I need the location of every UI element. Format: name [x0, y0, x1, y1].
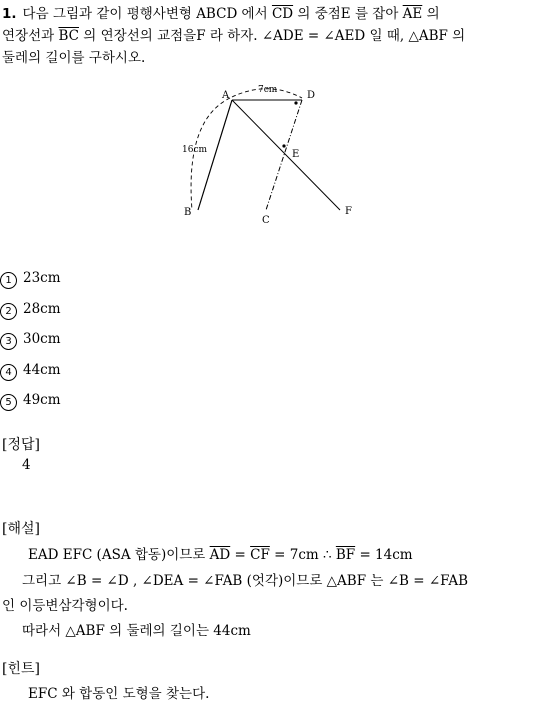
- choice-text: 28cm: [23, 301, 61, 317]
- choice-mark: 2: [0, 303, 17, 320]
- segment-cd: $\overline{CD}$: [271, 6, 294, 22]
- explanation-text-1a: EAD EFC (ASA 합동)이므로: [28, 547, 206, 563]
- segment-cf: $\overline{CF}$: [250, 547, 270, 563]
- choice-2[interactable]: [0, 301, 61, 320]
- label-f: F: [345, 206, 352, 217]
- label-7cm: 7cm: [258, 85, 278, 95]
- explanation-line-1: [28, 543, 413, 563]
- parallelogram-figure: [170, 80, 370, 230]
- label-e: E: [292, 149, 300, 160]
- explanation-line-4: 따라서 △ABF 의 둘레의 길이는 44cm: [22, 623, 251, 639]
- label-c: C: [262, 215, 270, 226]
- question-text-2a: 연장선과: [2, 28, 55, 44]
- choice-mark: 5: [0, 394, 17, 411]
- explanation-text-1b: = 7cm ∴: [274, 547, 332, 563]
- choice-4[interactable]: [0, 362, 61, 381]
- label-b: B: [184, 207, 192, 218]
- explanation-line-3: 인 이등변삼각형이다.: [2, 598, 128, 614]
- question-line-3: [2, 46, 145, 66]
- explanation-line-2: 그리고 ∠B = ∠D , ∠DEA = ∠FAB (엇각)이므로 △ABF 는 ∠B = ∠FAB: [22, 573, 469, 589]
- label-a: A: [222, 90, 230, 101]
- question-text-1b: 의 중점E 를 잡아: [297, 6, 399, 22]
- segment-bc: $\overline{BC}$: [58, 28, 79, 44]
- explanation-text-1c: = 14cm: [359, 547, 413, 563]
- hint-text: EFC 와 합동인 도형을 찾는다.: [28, 686, 210, 702]
- point-d-dot: [294, 101, 297, 104]
- choice-3[interactable]: [0, 331, 61, 350]
- side-ab: [198, 100, 232, 210]
- answer-label: [정답]: [2, 437, 40, 453]
- equals-sign: =: [234, 547, 246, 563]
- hint-label: [힌트]: [2, 661, 40, 677]
- choice-text: 30cm: [23, 331, 61, 347]
- segment-bf: $\overline{BF}$: [335, 547, 356, 563]
- question-line-2: [2, 24, 465, 44]
- point-e-dot: [282, 144, 285, 147]
- choice-5[interactable]: [0, 392, 61, 411]
- question-number: 1.: [2, 6, 17, 22]
- choice-mark: 4: [0, 364, 17, 381]
- question-text-2b: 의 연장선의 교점을F 라 하자. ∠ADE = ∠AED 일 때, △ABF 의: [83, 28, 466, 44]
- question-text-1a: 다음 그림과 같이 평행사변형 ABCD 에서: [22, 6, 268, 22]
- line-af: [232, 100, 340, 210]
- choice-text: 44cm: [23, 362, 61, 378]
- choice-text: 49cm: [23, 392, 61, 408]
- answer-value: 4: [22, 457, 31, 473]
- choice-mark: 1: [0, 272, 17, 289]
- question-line-1: [2, 2, 440, 22]
- choice-text: 23cm: [23, 270, 61, 286]
- choice-1[interactable]: [0, 270, 61, 289]
- segment-ae: $\overline{AE}$: [402, 6, 423, 22]
- question-text-1c: 의: [426, 6, 440, 22]
- label-d: D: [307, 90, 316, 101]
- segment-ad: $\overline{AD}$: [209, 547, 231, 563]
- explanation-label: [해설]: [2, 521, 40, 537]
- label-16cm: 16cm: [182, 145, 208, 155]
- choice-mark: 3: [0, 333, 17, 350]
- question-text-3: 둘레의 길이를 구하시오.: [2, 50, 146, 66]
